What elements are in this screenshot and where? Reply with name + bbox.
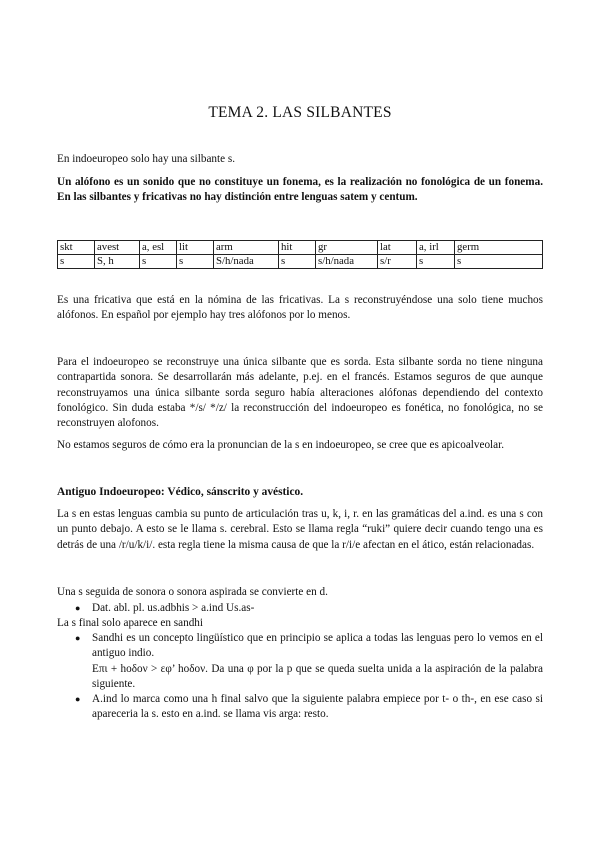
sibilant-table: [57, 240, 543, 269]
table-header-row: [58, 241, 543, 255]
table-cell: a, esl: [140, 241, 177, 255]
table-cell: s: [58, 255, 95, 269]
definition-paragraph: Un alófono es un sonido que no constituye un fonema, es la realización no fonológica de un fonema. En las silbantes y fricativas no hay distinción entre lenguas satem y centum.: [57, 176, 543, 204]
reconstruction-paragraph: Para el indoeuropeo se reconstruye una única silbante que es sorda. Esta silbante sorda no tiene ninguna contrapartida sonora. Se desarrollarán más adelante, p.ej. en el francés. Estamos seguros de que aunque reconstruyamos una única silbante sorda seguro había alteraciones alófonas dependiendo del contexto fonológico. Sin duda estaba */s/ */z/ la reconstrucción del indoeuropeo es fonética, no fonológica, no se reconstruyen alofonos.: [57, 356, 543, 430]
bullet-list-sandhi: [57, 631, 543, 723]
bullet-icon: ●: [75, 603, 81, 613]
table-row: [58, 255, 543, 269]
table-cell: germ: [455, 241, 543, 255]
list-item-text: A.ind lo marca como una h final salvo que la siguiente palabra empiece por t- o th-, en ese caso si apareceria la s. esto en a.ind. se llama vis arga: resto.: [92, 693, 543, 721]
bullet-icon: ●: [75, 633, 81, 643]
table-cell: s: [177, 255, 214, 269]
page-title: TEMA 2. LAS SILBANTES: [208, 104, 392, 121]
bullet-list-dative: [57, 601, 543, 616]
table-cell: s: [140, 255, 177, 269]
pronunciation-paragraph: No estamos seguros de cómo era la pronuncian de la s en indoeuropeo, se cree que es apicoalveolar.: [57, 439, 505, 451]
fricative-paragraph: Es una fricativa que está en la nómina de las fricativas. La s reconstruyéndose una solo tiene muchos alófonos. En español por ejemplo hay tres alófonos por lo menos.: [57, 294, 543, 322]
list-item: [57, 631, 543, 692]
table-cell: skt: [58, 241, 95, 255]
sonora-line: Una s seguida de sonora o sonora aspirada se convierte en d.: [57, 586, 328, 598]
table-cell: hit: [279, 241, 316, 255]
table-cell: arm: [214, 241, 279, 255]
table-cell: S, h: [95, 255, 140, 269]
table-cell: a, irl: [417, 241, 455, 255]
table-cell: S/h/nada: [214, 255, 279, 269]
intro-paragraph: En indoeuropeo solo hay una silbante s.: [57, 153, 236, 165]
table-cell: s: [417, 255, 455, 269]
table-cell: s: [455, 255, 543, 269]
final-s-line: La s final solo aparece en sandhi: [57, 617, 204, 629]
table-cell: s: [279, 255, 316, 269]
list-item-text: Επι + hoδον > εφ’ hoδον. Da una φ por la p que se queda suelta unida a la aspiración de la palabra siguiente.: [92, 662, 543, 690]
table-cell: gr: [316, 241, 378, 255]
table-cell: s/r: [378, 255, 417, 269]
list-item: [57, 601, 543, 616]
list-item-text: Dat. abl. pl. us.adbhis > a.ind Us.as-: [92, 602, 255, 614]
ruki-paragraph: La s en estas lenguas cambia su punto de articulación tras u, k, i, r. en las gramáticas del a.ind. es una s con un punto debajo. A esto se le llama s. cerebral. Esto se llama regla “ruki” quiere decir cuando tengo una es detrás de una /r/u/k/i/. esta regla tiene la misma causa de que la r/i/e afectan en el ático, están relacionadas.: [57, 508, 543, 551]
table-cell: lit: [177, 241, 214, 255]
table-cell: lat: [378, 241, 417, 255]
table-cell: s/h/nada: [316, 255, 378, 269]
list-item: [57, 692, 543, 723]
table-cell: avest: [95, 241, 140, 255]
bullet-icon: ●: [75, 694, 81, 705]
section-heading: Antiguo Indoeuropeo: Védico, sánscrito y avéstico.: [57, 486, 304, 498]
list-item-text: Sandhi es un concepto lingüístico que en principio se aplica a todas las lenguas pero lo vemos en el antiguo indio.: [92, 632, 543, 660]
